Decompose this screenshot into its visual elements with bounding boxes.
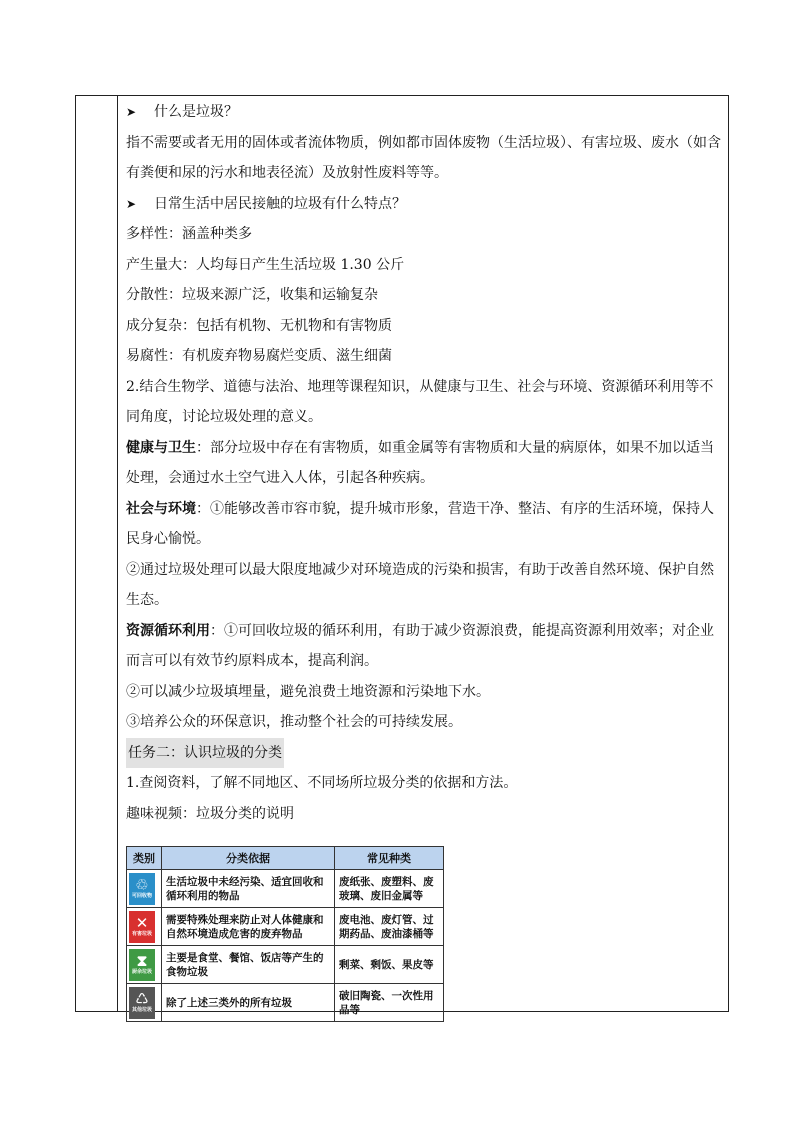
category-cell [127, 984, 162, 1022]
garbage-classification-table [126, 846, 444, 1022]
table-row [127, 908, 444, 946]
question-what-is-garbage: ➤ 什么是垃圾？ [126, 97, 724, 128]
lesson-content [126, 97, 724, 829]
feature-item: 分散性：垃圾来源广泛，收集和运输复杂 [126, 287, 378, 303]
hazard-icon: ✕ 有害垃圾 [129, 911, 155, 943]
question-significance: 2.结合生物学、道德与法治、地理等课程知识，从健康与卫生、社会与环境、资源循环利用等不同角度，讨论垃圾处理的意义。 [126, 378, 714, 425]
other-icon: ♺ 其他垃圾 [129, 987, 155, 1019]
table-row [127, 946, 444, 984]
category-cell [127, 870, 162, 908]
category-cell [127, 908, 162, 946]
types-cell: 废电池、废灯管、过期药品、废油漆桶等 [335, 908, 444, 946]
task-two-question: 1.查阅资料，了解不同地区、不同场所垃圾分类的依据和方法。 [126, 775, 518, 791]
task-two-heading: 任务二：认识垃圾的分类 [126, 738, 724, 769]
types-cell: 剩菜、剩饭、果皮等 [335, 946, 444, 984]
table-row [127, 984, 444, 1022]
basis-cell: 需要特殊处理来防止对人体健康和自然环境造成危害的废弃物品 [162, 908, 335, 946]
basis-cell: 生活垃圾中未经污染、适宜回收和循环利用的物品 [162, 870, 335, 908]
social-paragraph-2: ②通过垃圾处理可以最大限度地减少对环境造成的污染和损害，有助于改善自然环境、保护自然生态。 [126, 561, 714, 608]
feature-item: 产生量大：人均每日产生生活垃圾 1.30 公斤 [126, 256, 405, 273]
kitchen-icon: ⧗ 厨余垃圾 [129, 949, 155, 981]
basis-cell: 除了上述三类外的所有垃圾 [162, 984, 335, 1022]
types-cell: 废纸张、废塑料、废玻璃、废旧金属等 [335, 870, 444, 908]
resource-paragraph-3: ③培养公众的环保意识，推动整个社会的可持续发展。 [126, 714, 462, 730]
recycle-icon: ♲ 可回收物 [129, 873, 155, 905]
category-cell [127, 946, 162, 984]
health-paragraph: 健康与卫生：部分垃圾中存在有害物质，如重金属等有害物质和大量的病原体，如果不加以适当处理，会通过水土空气进入人体，引起各种疾病。 [126, 439, 714, 486]
types-cell: 破旧陶瓷、一次性用品等 [335, 984, 444, 1022]
answer-definition: 指不需要或者无用的固体或者流体物质，例如都市固体废物（生活垃圾）、有害垃圾、废水（如含有粪便和尿的污水和地表径流）及放射性废料等等。 [126, 134, 721, 181]
header-basis: 分类依据 [162, 847, 335, 870]
basis-cell: 主要是食堂、餐馆、饭店等产生的食物垃圾 [162, 946, 335, 984]
feature-item: 成分复杂：包括有机物、无机物和有害物质 [126, 317, 392, 334]
table-row [127, 870, 444, 908]
resource-paragraph: 资源循环利用：①可回收垃圾的循环利用，有助于减少资源浪费，能提高资源利用效率；对企业而言可以有效节约原料成本，提高利润。 [126, 622, 714, 669]
video-caption: 趣味视频：垃圾分类的说明 [126, 805, 294, 822]
resource-paragraph-2: ②可以减少垃圾填埋量，避免浪费土地资源和污染地下水。 [126, 683, 490, 700]
header-category: 类别 [127, 847, 162, 870]
feature-item: 多样性：涵盖种类多 [126, 226, 252, 242]
arrow-bullet-icon: ➤ [126, 105, 137, 119]
header-types: 常见种类 [335, 847, 444, 870]
lesson-left-column [75, 95, 118, 1012]
arrow-bullet-icon: ➤ [126, 196, 137, 211]
social-paragraph: 社会与环境：①能够改善市容市貌，提升城市形象，营造干净、整洁、有序的生活环境，保持人民身心愉悦。 [126, 500, 714, 547]
feature-item: 易腐性：有机废弃物易腐烂变质、滋生细菌 [126, 348, 392, 364]
table-header-row [127, 847, 444, 870]
question-features: ➤ 日常生活中居民接触的垃圾有什么特点？ [126, 189, 724, 220]
